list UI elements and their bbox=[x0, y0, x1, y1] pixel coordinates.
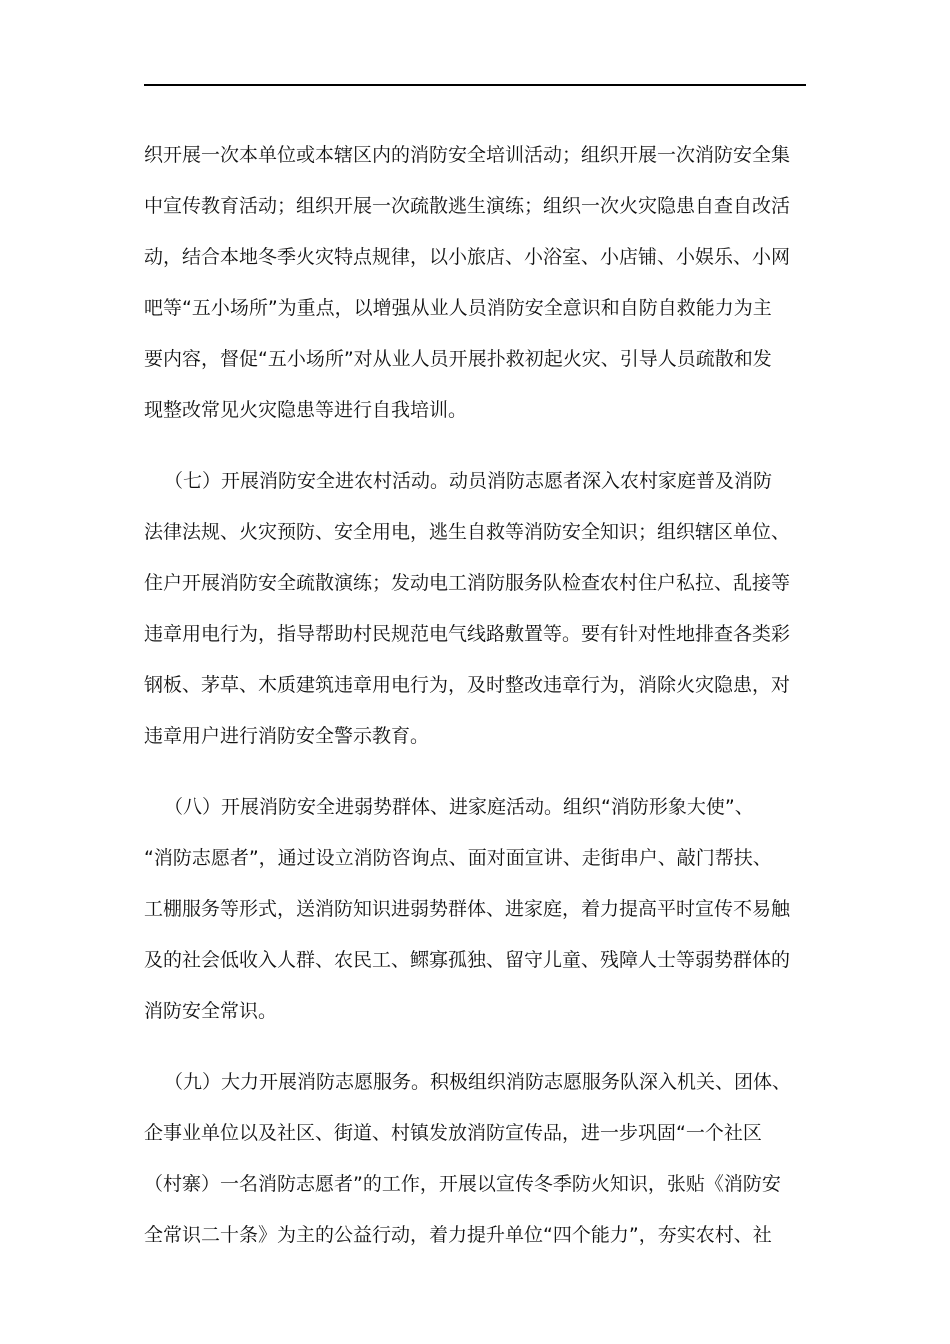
document-body bbox=[144, 130, 806, 1261]
text-line: 中宣传教育活动；组织开展一次疏散逃生演练；组织一次火灾隐患自查自改活 bbox=[144, 195, 791, 217]
text-line: 全常识二十条》为主的公益行动，着力提升单位“四个能力”，夯实农村、社 bbox=[144, 1224, 772, 1246]
text-line: （九）大力开展消防志愿服务。积极组织消防志愿服务队深入机关、团体、 bbox=[164, 1071, 792, 1093]
text-line: （八）开展消防安全进弱势群体、进家庭活动。组织“消防形象大使”、 bbox=[164, 796, 754, 818]
text-line: 钢板、茅草、木质建筑违章用电行为，及时整改违章行为，消除火灾隐患，对 bbox=[144, 674, 791, 696]
text-line: 住户开展消防安全疏散演练；发动电工消防服务队检查农村住户私拉、乱接等 bbox=[144, 572, 791, 594]
text-line: 吧等“五小场所”为重点，以增强从业人员消防安全意识和自防自救能力为主 bbox=[144, 297, 772, 319]
paragraph-gap bbox=[144, 762, 806, 782]
paragraph-continuation bbox=[144, 130, 806, 436]
text-line: （七）开展消防安全进农村活动。动员消防志愿者深入农村家庭普及消防 bbox=[164, 470, 773, 492]
paragraph-eight bbox=[144, 782, 806, 1037]
text-line: 消防安全常识。 bbox=[144, 1000, 278, 1022]
text-line: 织开展一次本单位或本辖区内的消防安全培训活动；组织开展一次消防安全集 bbox=[144, 144, 791, 166]
paragraph-gap bbox=[144, 436, 806, 456]
text-line: 违章用户进行消防安全警示教育。 bbox=[144, 725, 430, 747]
text-line: 及的社会低收入人群、农民工、鳏寡孤独、留守儿童、残障人士等弱势群体的 bbox=[144, 949, 791, 971]
text-line: 工棚服务等形式，送消防知识进弱势群体、进家庭，着力提高平时宣传不易触 bbox=[144, 898, 791, 920]
text-line: 违章用电行为，指导帮助村民规范电气线路敷置等。要有针对性地排查各类彩 bbox=[144, 623, 791, 645]
text-line: 要内容，督促“五小场所”对从业人员开展扑救初起火灾、引导人员疏散和发 bbox=[144, 348, 772, 370]
header-rule bbox=[144, 84, 806, 86]
text-line: （村寨）一名消防志愿者”的工作，开展以宣传冬季防火知识，张贴《消防安 bbox=[144, 1173, 781, 1195]
paragraph-nine bbox=[144, 1057, 806, 1261]
paragraph-seven bbox=[144, 456, 806, 762]
text-line: 企事业单位以及社区、街道、村镇发放消防宣传品，进一步巩固“一个社区 bbox=[144, 1122, 762, 1144]
text-line: “消防志愿者”，通过设立消防咨询点、面对面宣讲、走街串户、敲门帮扶、 bbox=[144, 847, 772, 869]
paragraph-gap bbox=[144, 1037, 806, 1057]
text-line: 法律法规、火灾预防、安全用电，逃生自救等消防安全知识；组织辖区单位、 bbox=[144, 521, 791, 543]
text-line: 现整改常见火灾隐患等进行自我培训。 bbox=[144, 399, 468, 421]
text-line: 动，结合本地冬季火灾特点规律，以小旅店、小浴室、小店铺、小娱乐、小网 bbox=[144, 246, 791, 268]
